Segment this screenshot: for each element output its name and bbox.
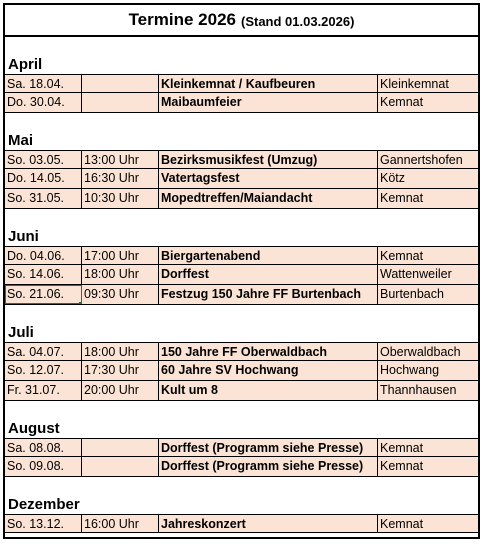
- place-cell[interactable]: Kemnat: [380, 441, 424, 455]
- time-cell[interactable]: 16:30 Uhr: [82, 169, 159, 188]
- time-cell[interactable]: 16:00 Uhr: [82, 515, 159, 532]
- spacer-row[interactable]: [5, 477, 478, 494]
- status-date: (Stand 01.03.2026): [240, 13, 355, 29]
- event-cell[interactable]: Dorffest (Programm siehe Presse): [159, 439, 378, 456]
- table-row: [5, 285, 478, 305]
- table-row: [5, 74, 478, 93]
- time-cell[interactable]: [82, 75, 159, 92]
- month-heading-mai[interactable]: Mai: [8, 132, 34, 149]
- time-cell[interactable]: 10:30 Uhr: [82, 189, 159, 208]
- event-cell[interactable]: Jahreskonzert: [159, 515, 378, 532]
- date-cell[interactable]: Sa. 04.07.: [5, 343, 82, 360]
- spacer-row[interactable]: [5, 209, 478, 226]
- date-cell[interactable]: Do. 04.06.: [5, 247, 82, 264]
- page-title: Termine 2026: [128, 10, 236, 29]
- time-cell[interactable]: 20:00 Uhr: [82, 381, 159, 400]
- date-cell[interactable]: So. 14.06.: [5, 265, 82, 284]
- place-cell[interactable]: Wattenweiler: [380, 267, 452, 281]
- place-cell[interactable]: Gannertshofen: [380, 153, 463, 167]
- spacer-row[interactable]: [5, 113, 478, 130]
- time-cell[interactable]: 18:00 Uhr: [82, 265, 159, 284]
- time-cell[interactable]: [82, 439, 159, 456]
- month-heading-april[interactable]: April: [8, 56, 43, 73]
- date-cell[interactable]: So. 31.05.: [5, 189, 82, 208]
- time-cell[interactable]: 13:00 Uhr: [82, 151, 159, 168]
- date-cell[interactable]: So. 21.06.: [5, 285, 82, 304]
- date-cell[interactable]: Do. 30.04.: [5, 93, 82, 112]
- table-row: [5, 93, 478, 113]
- date-cell[interactable]: So. 13.12.: [5, 515, 82, 532]
- place-cell[interactable]: Kleinkemnat: [380, 77, 449, 91]
- place-cell[interactable]: Hochwang: [380, 363, 440, 377]
- place-cell[interactable]: Kötz: [380, 171, 406, 185]
- place-cell[interactable]: Kemnat: [380, 249, 424, 263]
- event-cell[interactable]: Mopedtreffen/Maiandacht: [159, 189, 378, 208]
- place-cell[interactable]: Kemnat: [380, 191, 424, 205]
- place-cell[interactable]: Burtenbach: [380, 287, 444, 301]
- date-cell[interactable]: Sa. 08.08.: [5, 439, 82, 456]
- event-cell[interactable]: 150 Jahre FF Oberwaldbach: [159, 343, 378, 360]
- event-cell[interactable]: Vatertagsfest: [159, 169, 378, 188]
- time-cell[interactable]: 17:00 Uhr: [82, 247, 159, 264]
- title-row[interactable]: [5, 5, 478, 37]
- table-row: [5, 361, 478, 381]
- table-row: [5, 189, 478, 209]
- spacer-row[interactable]: [5, 401, 478, 418]
- time-cell[interactable]: 09:30 Uhr: [82, 285, 159, 304]
- date-cell[interactable]: Do. 14.05.: [5, 169, 82, 188]
- event-cell[interactable]: Bezirksmusikfest (Umzug): [159, 151, 378, 168]
- date-cell[interactable]: Fr. 31.07.: [5, 381, 82, 400]
- table-row: [5, 381, 478, 401]
- event-cell[interactable]: Dorffest: [159, 265, 378, 284]
- event-cell[interactable]: Festzug 150 Jahre FF Burtenbach: [159, 285, 378, 304]
- spacer-row[interactable]: [5, 37, 478, 54]
- place-cell[interactable]: Thannhausen: [380, 383, 457, 397]
- month-heading-august[interactable]: August: [8, 420, 60, 437]
- place-cell[interactable]: Kemnat: [380, 459, 424, 473]
- date-cell[interactable]: So. 03.05.: [5, 151, 82, 168]
- date-cell[interactable]: Sa. 18.04.: [5, 75, 82, 92]
- table-row: [5, 457, 478, 477]
- month-heading-juni[interactable]: Juni: [8, 228, 39, 245]
- spacer-row[interactable]: [5, 305, 478, 322]
- event-cell[interactable]: Dorffest (Programm siehe Presse): [159, 457, 378, 476]
- time-cell[interactable]: 18:00 Uhr: [82, 343, 159, 360]
- table-row: [5, 342, 478, 361]
- table-row: [5, 265, 478, 285]
- event-cell[interactable]: Kleinkemnat / Kaufbeuren: [159, 75, 378, 92]
- schedule-body: [5, 37, 478, 533]
- place-cell[interactable]: Oberwaldbach: [380, 345, 461, 359]
- time-cell[interactable]: [82, 93, 159, 112]
- table-row: [5, 169, 478, 189]
- time-cell[interactable]: [82, 457, 159, 476]
- table-row: [5, 438, 478, 457]
- month-heading-juli[interactable]: Juli: [8, 324, 34, 341]
- table-row: [5, 514, 478, 533]
- date-cell[interactable]: So. 12.07.: [5, 361, 82, 380]
- time-cell[interactable]: 17:30 Uhr: [82, 361, 159, 380]
- event-cell[interactable]: Biergartenabend: [159, 247, 378, 264]
- event-cell[interactable]: Maibaumfeier: [159, 93, 378, 112]
- place-cell[interactable]: Kemnat: [380, 95, 424, 109]
- month-heading-dezember[interactable]: Dezember: [8, 496, 80, 513]
- table-row: [5, 150, 478, 169]
- date-cell[interactable]: So. 09.08.: [5, 457, 82, 476]
- table-row: [5, 246, 478, 265]
- schedule-sheet: [3, 3, 480, 539]
- event-cell[interactable]: 60 Jahre SV Hochwang: [159, 361, 378, 380]
- place-cell[interactable]: Kemnat: [380, 517, 424, 531]
- event-cell[interactable]: Kult um 8: [159, 381, 378, 400]
